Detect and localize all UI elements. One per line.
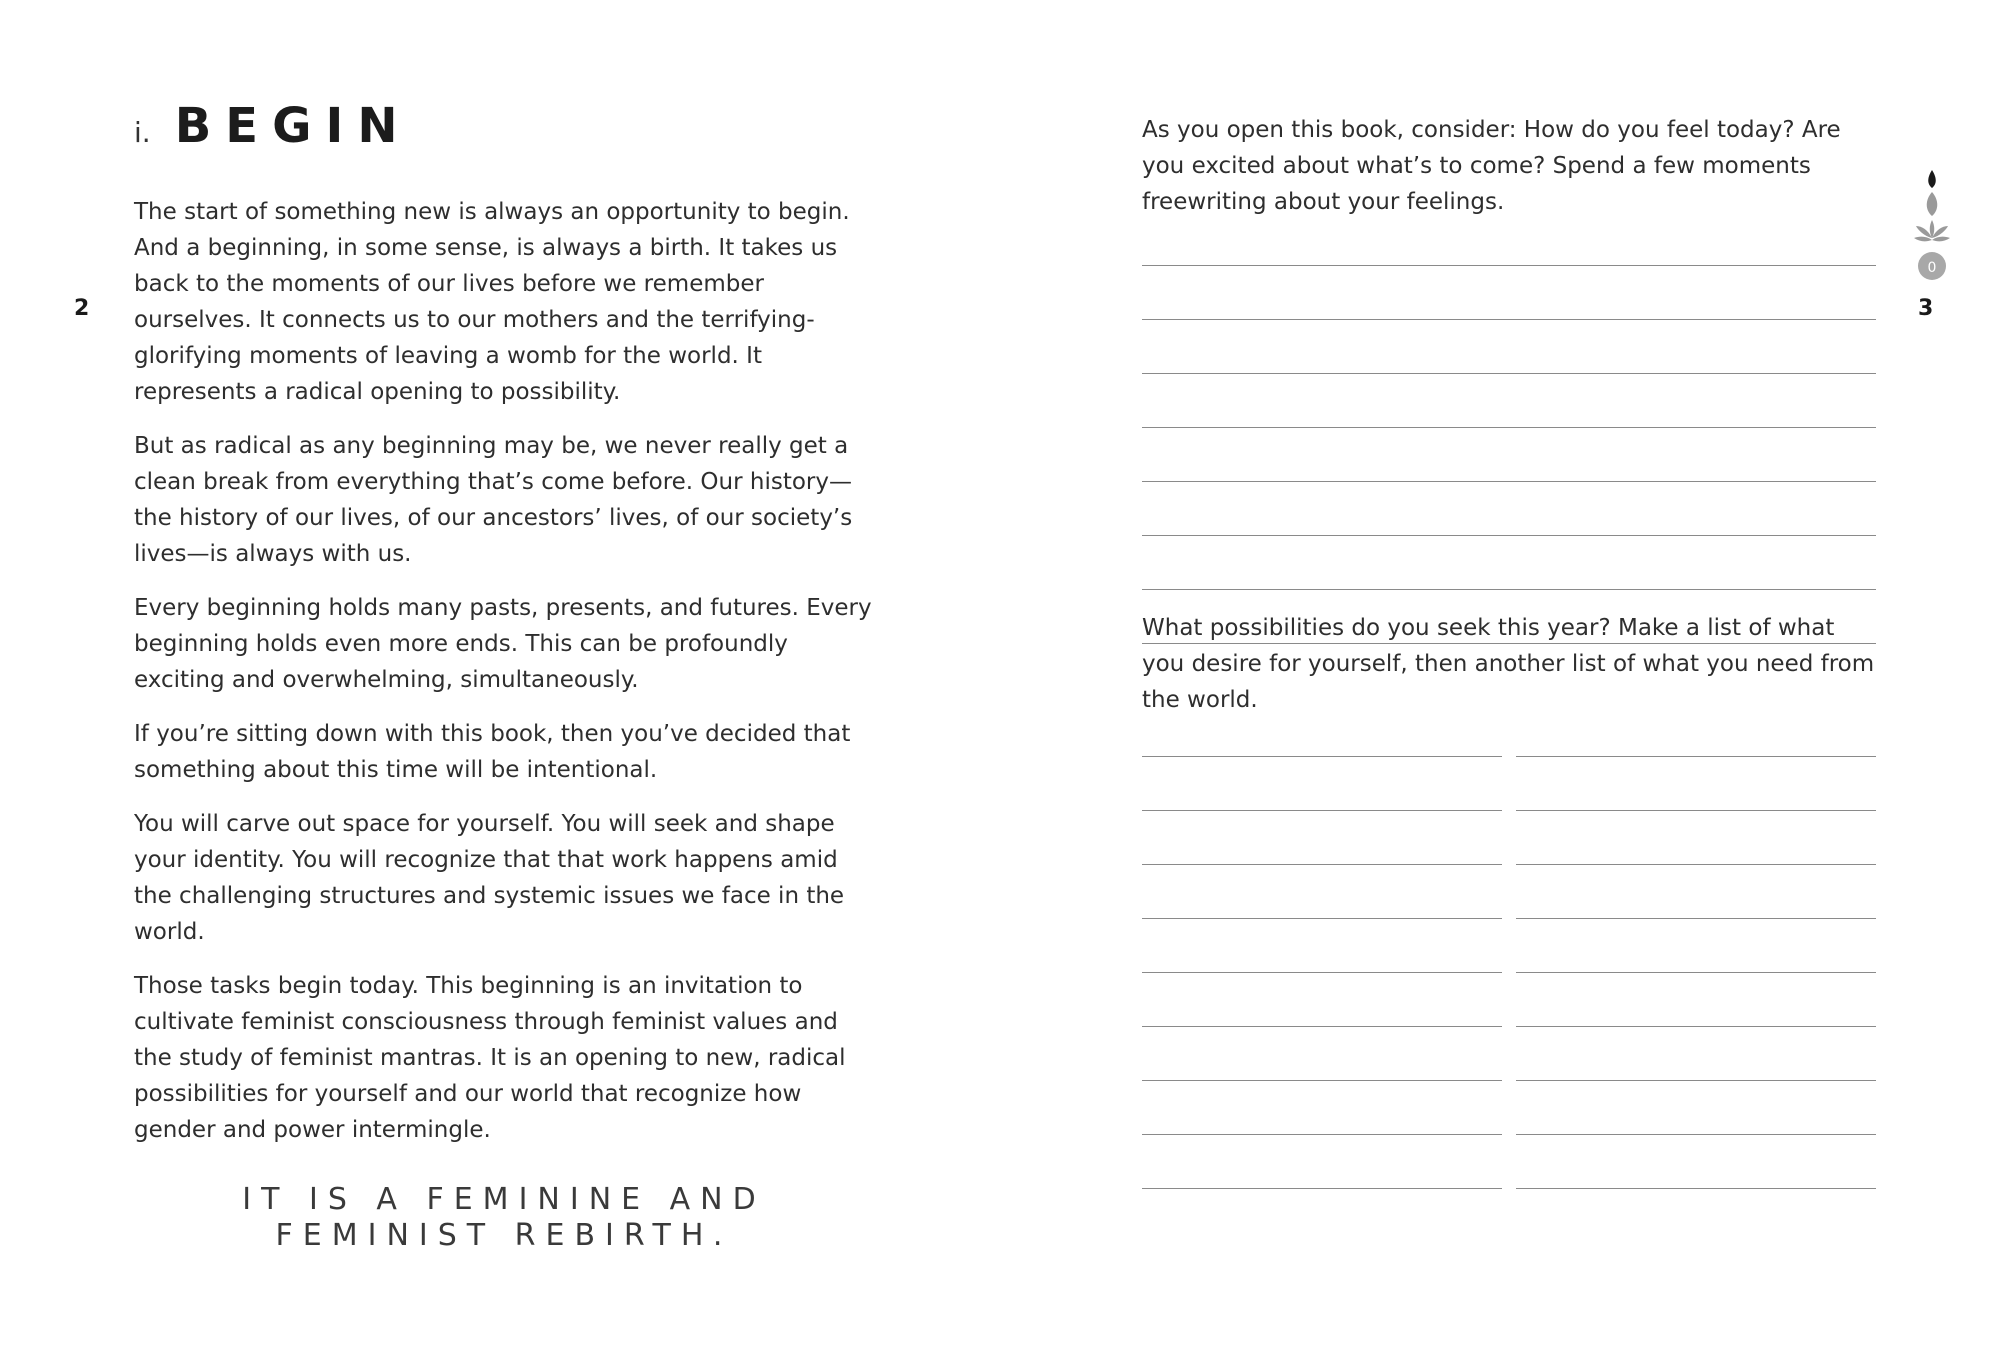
lotus-icon	[1914, 220, 1950, 241]
fruit-icon-label: 0	[1927, 260, 1937, 276]
body-paragraph: Those tasks begin today. This beginning is an invitation to cultivate feminist consciousness through feminist values and the study of feminist mantras. It is an opening to new, radical possibilities for yourself and our world that recognize how gender and power intermingle.	[134, 973, 846, 1143]
writing-line[interactable]	[1142, 535, 1876, 536]
list-line-right[interactable]	[1516, 756, 1876, 757]
pull-quote-line: FEMINIST REBIRTH.	[275, 1218, 733, 1253]
sprout-icon	[1927, 192, 1938, 216]
body-paragraph: Every beginning holds many pasts, presents, and futures. Every beginning holds even more ends. This can be profoundly exciting and overwhelming, simultaneously.	[134, 595, 872, 693]
list-line-right[interactable]	[1516, 864, 1876, 865]
list-line-right[interactable]	[1516, 1080, 1876, 1081]
list-line-left[interactable]	[1142, 972, 1502, 973]
page-number-left: 2	[74, 296, 90, 321]
body-paragraph: You will carve out space for yourself. You will seek and shape your identity. You will recognize that that work happens amid the challenging structures and systemic issues we face in the world.	[134, 811, 845, 945]
list-line-left[interactable]	[1142, 864, 1502, 865]
list-line-right[interactable]	[1516, 1134, 1876, 1135]
journal-prompt-feelings: As you open this book, consider: How do you feel today? Are you excited about what’s to come? Spend a few moments freewriting about your feelings.	[1142, 117, 1841, 215]
writing-line[interactable]	[1142, 427, 1876, 428]
list-line-left[interactable]	[1142, 810, 1502, 811]
body-paragraph: The start of something new is always an opportunity to begin. And a beginning, in some sense, is always a birth. It takes us back to the moments of our lives before we remember ourselves. It connects us to our mothers and the terrifying-glorifying moments of leaving a womb for the world. It represents a radical opening to possibility.	[134, 199, 850, 405]
body-paragraph: If you’re sitting down with this book, then you’ve decided that something about this time will be intentional.	[134, 721, 851, 783]
lotus-progress-icon	[1912, 166, 1952, 286]
journal-prompt-possibilities: What possibilities do you seek this year? Make a list of what you desire for yourself, then another list of what you need from the world.	[1142, 615, 1875, 713]
right-page	[1142, 112, 1878, 1178]
list-line-right[interactable]	[1516, 1026, 1876, 1027]
list-line-left[interactable]	[1142, 1134, 1502, 1135]
writing-line[interactable]	[1142, 265, 1876, 266]
list-line-right[interactable]	[1516, 972, 1876, 973]
list-line-left[interactable]	[1142, 756, 1502, 757]
list-line-left[interactable]	[1142, 1026, 1502, 1027]
writing-line[interactable]	[1142, 589, 1876, 590]
pull-quote-line: IT IS A FEMININE AND	[242, 1182, 766, 1217]
writing-line[interactable]	[1142, 481, 1876, 482]
freewrite-lines[interactable]	[1142, 220, 1876, 620]
left-page	[134, 98, 874, 1254]
body-paragraph: But as radical as any beginning may be, we never really get a clean break from everything that’s come before. Our history—the history of our lives, of our ancestors’ lives, of our society’s lives—is always with us.	[134, 433, 853, 567]
writing-line[interactable]	[1142, 319, 1876, 320]
chapter-title: BEGIN	[174, 98, 412, 154]
list-line-left[interactable]	[1142, 1188, 1502, 1189]
list-line-right[interactable]	[1516, 810, 1876, 811]
chapter-numeral: i.	[134, 116, 151, 149]
writing-line[interactable]	[1142, 643, 1876, 644]
seed-icon	[1928, 170, 1936, 188]
page-number-right: 3	[1918, 296, 1934, 321]
list-line-left[interactable]	[1142, 918, 1502, 919]
list-line-right[interactable]	[1516, 1188, 1876, 1189]
chapter-heading	[134, 98, 874, 154]
pull-quote	[134, 1182, 874, 1254]
list-line-left[interactable]	[1142, 1080, 1502, 1081]
list-lines[interactable]	[1142, 718, 1876, 1178]
list-line-right[interactable]	[1516, 918, 1876, 919]
writing-line[interactable]	[1142, 373, 1876, 374]
